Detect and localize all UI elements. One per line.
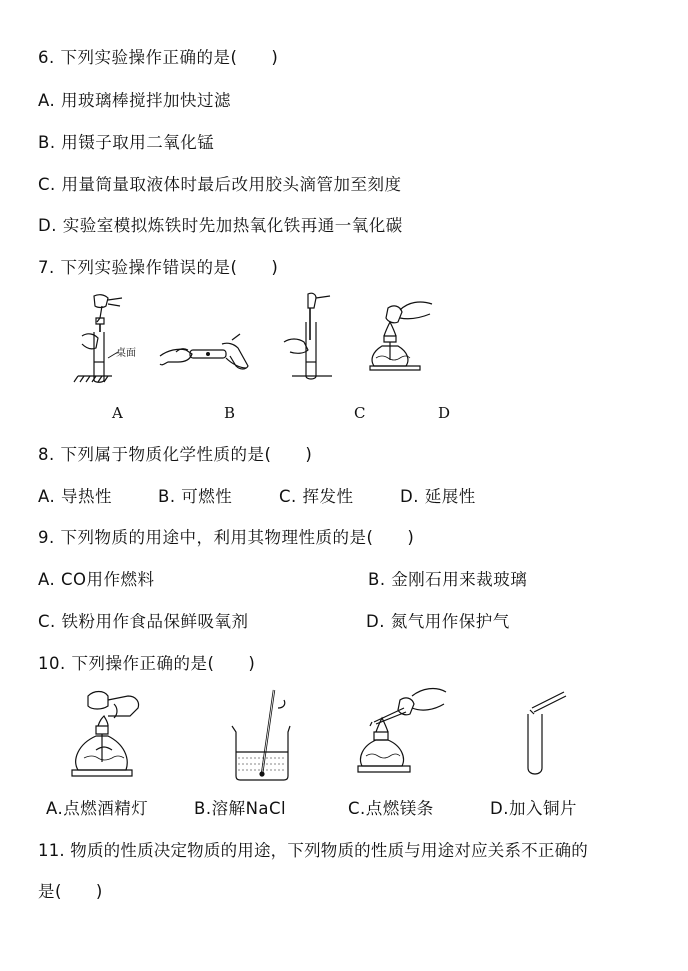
q6-option-d: D. 实验室模拟炼铁时先加热氧化铁再通一氧化碳 [38, 216, 403, 235]
q7-caption-a: A [112, 404, 123, 422]
q7-table-label: 桌面 [116, 348, 136, 359]
q10-caption-a: A.点燃酒精灯 [46, 799, 149, 818]
q7-caption-b: B [224, 404, 236, 422]
q9-option-b: B. 金刚石用来裁玻璃 [368, 570, 528, 589]
q6-stem: 6. 下列实验操作正确的是( ) [38, 48, 279, 67]
q11-stem-line1: 11. 物质的性质决定物质的用途，下列物质的性质与用途对应关系不正确的 [38, 841, 588, 860]
q10-figure-a [62, 686, 158, 782]
q7-caption-d: D [438, 404, 451, 422]
q9-option-d: D. 氮气用作保护气 [366, 612, 510, 631]
q10-figure-b [226, 686, 302, 782]
q8-option-a: A. 导热性 [38, 487, 112, 506]
q7-figure-c [282, 292, 342, 384]
q11-stem-line2: 是( ) [38, 882, 103, 901]
q7-stem: 7. 下列实验操作错误的是( ) [38, 258, 279, 277]
q6-option-a: A. 用玻璃棒搅拌加快过滤 [38, 91, 231, 110]
q10-caption-b: B.溶解NaCl [194, 799, 287, 818]
q9-option-c: C. 铁粉用作食品保鲜吸氧剂 [38, 612, 249, 631]
q8-option-b: B. 可燃性 [158, 487, 233, 506]
q8-option-c: C. 挥发性 [279, 487, 354, 506]
q7-figure-b [158, 330, 260, 378]
q7-figure-a [72, 292, 142, 384]
q7-figure-d [360, 296, 436, 382]
q7-caption-c: C [354, 404, 366, 422]
q6-option-b: B. 用镊子取用二氧化锰 [38, 133, 215, 152]
q10-stem: 10. 下列操作正确的是( ) [38, 654, 256, 673]
q10-figure-c [352, 686, 448, 782]
q9-option-a: A. CO用作燃料 [38, 570, 155, 589]
q10-caption-c: C.点燃镁条 [348, 799, 434, 818]
q10-caption-d: D.加入铜片 [490, 799, 577, 818]
q8-stem: 8. 下列属于物质化学性质的是( ) [38, 445, 313, 464]
q10-figure-d [510, 690, 570, 780]
q8-option-d: D. 延展性 [400, 487, 476, 506]
q6-option-c: C. 用量筒量取液体时最后改用胶头滴管加至刻度 [38, 175, 402, 194]
q9-stem: 9. 下列物质的用途中，利用其物理性质的是( ) [38, 528, 415, 547]
